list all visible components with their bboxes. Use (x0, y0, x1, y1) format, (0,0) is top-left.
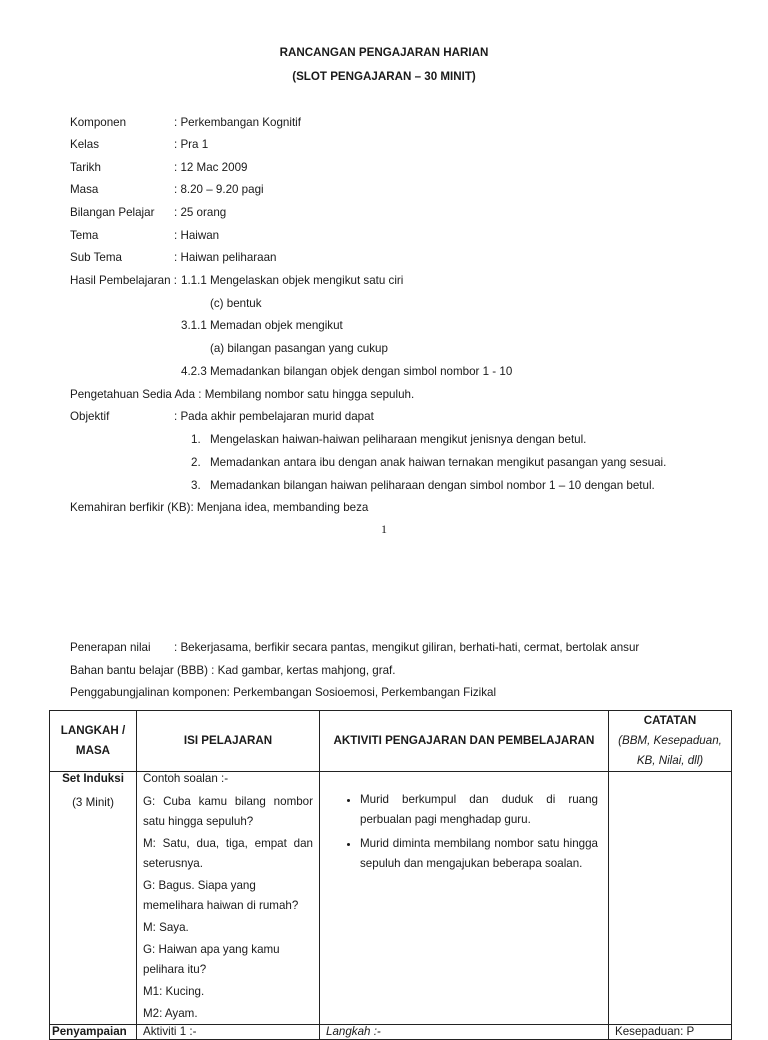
bilangan-pelajar-label: Bilangan Pelajar (70, 206, 155, 219)
langkah-set-induksi: Set Induksi (62, 772, 124, 785)
isi-line: M1: Kucing. (143, 985, 205, 998)
header-langkah: LANGKAH / (60, 724, 126, 737)
penggabungjalinan-komponen: Penggabungjalinan komponen: Perkembangan Sosioemosi, Perkembangan Fizikal (70, 686, 497, 699)
tema-value: : Haiwan (174, 229, 220, 242)
penerapan-nilai-label: Penerapan nilai (70, 641, 151, 654)
hasil-item-3: 4.2.3 Memadankan bilangan objek dengan simbol nombor 1 - 10 (181, 365, 513, 378)
aktiviti-langkah: Langkah :- (320, 1025, 609, 1040)
header-catatan-title: CATATAN (643, 714, 697, 727)
table-row (50, 1025, 732, 1040)
objektif-number: 2. (191, 456, 201, 469)
sub-tema-value: : Haiwan peliharaan (174, 251, 277, 264)
objektif-item: Memadankan bilangan haiwan peliharaan dengan simbol nombor 1 – 10 dengan betul. (210, 479, 655, 492)
objektif-value: : Pada akhir pembelajaran murid dapat (174, 410, 374, 423)
isi-aktiviti-1: Aktiviti 1 :- (137, 1025, 320, 1040)
tarikh-label: Tarikh (70, 161, 101, 174)
header-catatan-note: (BBM, Kesepaduan, (618, 734, 722, 747)
isi-line: M: Satu, dua, tiga, empat dan seterusnya. (143, 837, 313, 870)
kelas-label: Kelas (70, 138, 100, 151)
page-number: 1 (381, 522, 387, 536)
isi-line: G: Cuba kamu bilang nombor satu hingga sepuluh? (143, 795, 313, 828)
header-catatan (609, 711, 732, 772)
isi-pelajaran-cell (137, 772, 320, 1025)
bahan-bantu-belajar: Bahan bantu belajar (BBB) : Kad gambar, kertas mahjong, graf. (70, 664, 396, 677)
sub-tema-label: Sub Tema (70, 251, 122, 264)
bilangan-pelajar-value: : 25 orang (174, 206, 227, 219)
lesson-plan-table (49, 710, 732, 1040)
kemahiran-berfikir: Kemahiran berfikir (KB): Menjana idea, membanding beza (70, 501, 369, 514)
komponen-label: Komponen (70, 116, 127, 129)
hasil-pembelajaran-label: Hasil Pembelajaran : (70, 274, 177, 287)
isi-line: M: Saya. (143, 921, 189, 934)
hasil-item-1c: (c) bentuk (210, 297, 262, 310)
catatan-cell (609, 772, 732, 1025)
komponen-value: : Perkembangan Kognitif (174, 116, 301, 129)
catatan-kesepaduan: Kesepaduan: P (609, 1025, 732, 1040)
document-title: RANCANGAN PENGAJARAN HARIAN (279, 46, 489, 59)
langkah-cell (50, 772, 137, 1025)
kelas-value: : Pra 1 (174, 138, 209, 151)
objektif-item: Mengelaskan haiwan-haiwan peliharaan mengikut jenisnya dengan betul. (210, 433, 587, 446)
header-aktiviti: AKTIVITI PENGAJARAN DAN PEMBELAJARAN (320, 711, 609, 772)
aktiviti-item: • Murid berkumpul dan duduk di ruang perbualan pagi menghadap guru. (360, 790, 598, 830)
objektif-number: 3. (191, 479, 201, 492)
hasil-item-2: 3.1.1 Memadan objek mengikut (181, 319, 343, 332)
hasil-item-1: 1.1.1 Mengelaskan objek mengikut satu ciri (181, 274, 404, 287)
document-subtitle: (SLOT PENGAJARAN – 30 MINIT) (292, 70, 476, 83)
pengetahuan-sedia-ada: Pengetahuan Sedia Ada : Membilang nombor satu hingga sepuluh. (70, 388, 415, 401)
hasil-item-2a: (a) bilangan pasangan yang cukup (210, 342, 388, 355)
aktiviti-item: • Murid diminta membilang nombor satu hingga sepuluh dan mengajukan beberapa soalan. (360, 834, 598, 874)
masa-3-minit: (3 Minit) (72, 796, 114, 809)
tarikh-value: : 12 Mac 2009 (174, 161, 248, 174)
masa-label: Masa (70, 183, 99, 196)
objektif-item: Memadankan antara ibu dengan anak haiwan ternakan mengikut pasangan yang sesuai. (210, 456, 667, 469)
table-row (50, 772, 732, 1025)
isi-line: Contoh soalan :- (143, 772, 229, 785)
aktiviti-cell (320, 772, 609, 1025)
penerapan-nilai-value: : Bekerjasama, berfikir secara pantas, mengikut giliran, berhati-hati, cermat, bertolak ansur (174, 641, 640, 654)
isi-line: G: Bagus. Siapa yang memelihara haiwan di rumah? (143, 879, 299, 912)
header-catatan-note: KB, Nilai, dll) (636, 754, 704, 767)
tema-label: Tema (70, 229, 99, 242)
header-masa: MASA (75, 744, 111, 757)
objektif-number: 1. (191, 433, 201, 446)
objektif-label: Objektif (70, 410, 110, 423)
isi-line: G: Haiwan apa yang kamu pelihara itu? (143, 943, 280, 976)
langkah-penyampaian: Penyampaian (50, 1025, 137, 1040)
aktiviti-list (320, 790, 608, 874)
header-isi-pelajaran: ISI PELAJARAN (137, 711, 320, 772)
isi-line: M2: Ayam. (143, 1007, 198, 1020)
table-header-row (50, 711, 732, 772)
masa-value: : 8.20 – 9.20 pagi (174, 183, 264, 196)
header-langkah-masa (50, 711, 137, 772)
